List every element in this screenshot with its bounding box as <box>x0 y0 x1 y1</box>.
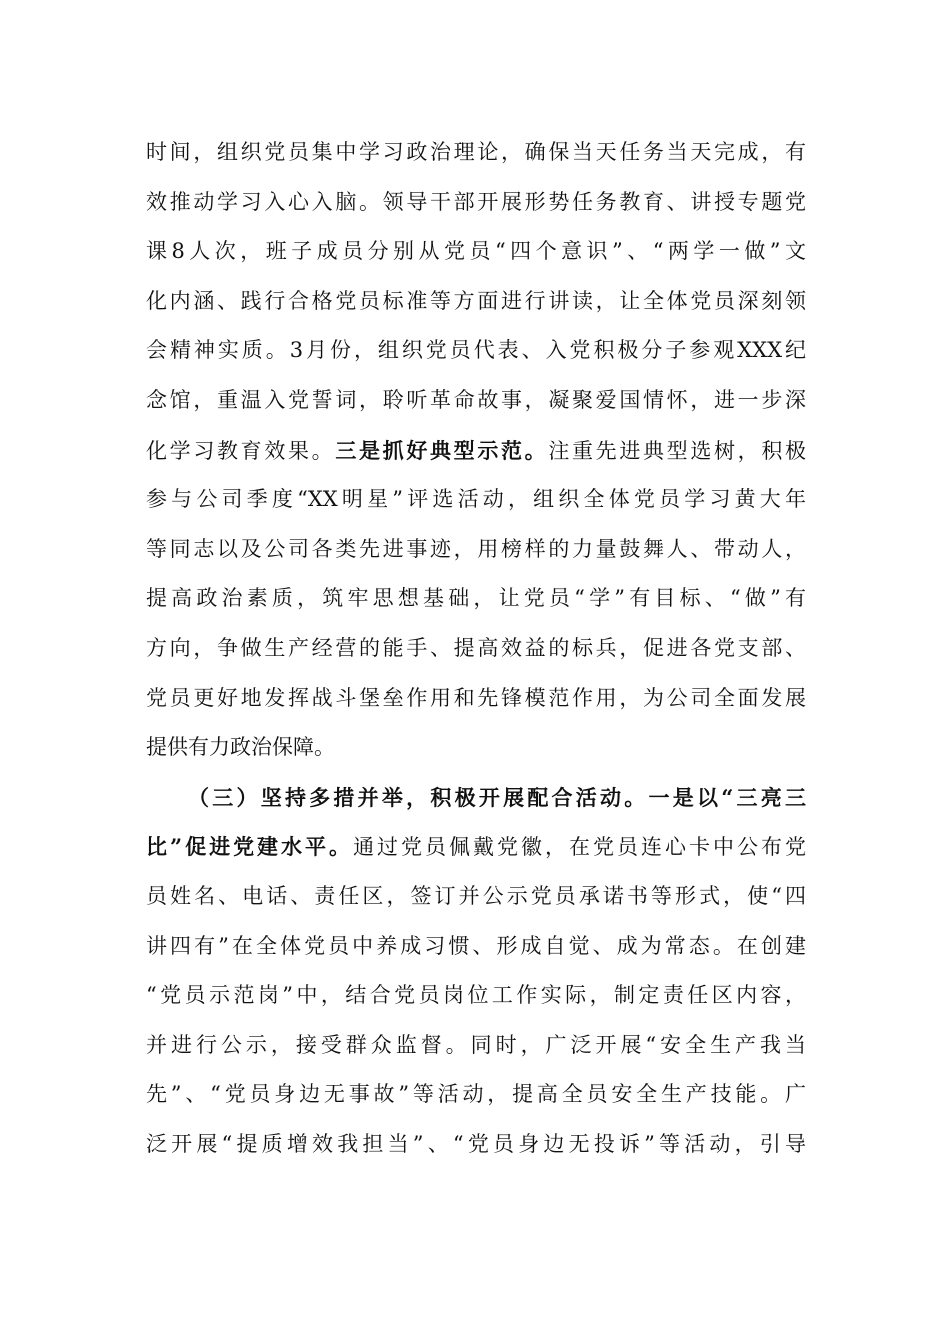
text-segment: 时间，组织党员集中学习政治理论，确保当天任务当天完成，有 <box>146 140 806 164</box>
text-segment: 通过党员佩戴党徽，在党员连心卡中公布党 <box>353 835 806 860</box>
text-line <box>146 426 806 476</box>
text-line <box>146 922 806 972</box>
text-line <box>146 773 806 823</box>
text-segment: 泛开展“提质增效我担当”、“党员身边无投诉”等活动，引导 <box>146 1131 806 1156</box>
text-line <box>146 227 806 277</box>
text-line <box>146 475 806 525</box>
text-segment: 化内涵、践行合格党员标准等方面进行讲读，让全体党员深刻领 <box>146 288 806 313</box>
text-segment: 课8人次，班子成员分别从党员“四个意识”、“两学一做”文 <box>146 239 806 264</box>
bold-text-segment: 三是抓好典型示范。 <box>335 437 549 463</box>
text-segment: 员姓名、电话、责任区，签订并公示党员承诺书等形式，使“四 <box>146 883 806 908</box>
text-segment: 会精神实质。3月份，组织党员代表、入党积极分子参观XXX纪 <box>146 338 806 363</box>
text-line <box>146 1021 806 1071</box>
text-segment: 提供有力政治保障。 <box>146 735 335 760</box>
text-line <box>146 971 806 1021</box>
text-segment: 党员更好地发挥战斗堡垒作用和先锋模范作用，为公司全面发展 <box>146 685 806 710</box>
text-line <box>146 277 806 327</box>
text-segment: 方向，争做生产经营的能手、提高效益的标兵，促进各党支部、 <box>146 635 806 660</box>
text-line <box>146 1120 806 1170</box>
text-line <box>146 1070 806 1120</box>
text-line <box>146 376 806 426</box>
text-line <box>146 822 806 872</box>
text-segment: 先”、“党员身边无事故”等活动，提高全员安全生产技能。广 <box>146 1082 806 1107</box>
text-line <box>146 326 806 376</box>
document-body <box>146 128 806 1169</box>
text-line <box>146 624 806 674</box>
text-segment: 提高政治素质，筑牢思想基础，让党员“学”有目标、“做”有 <box>146 586 806 611</box>
text-segment: “党员示范岗”中，结合党员岗位工作实际，制定责任区内容， <box>146 983 806 1008</box>
text-line <box>146 574 806 624</box>
text-segment: 念馆，重温入党誓词，聆听革命故事，凝聚爱国情怀，进一步深 <box>146 387 806 412</box>
bold-text-segment: （三）坚持多措并举，积极开展配合活动。一是以“三亮三 <box>188 784 806 810</box>
text-segment: 讲四有”在全体党员中养成习惯、形成自觉、成为常态。在创建 <box>146 933 806 958</box>
text-line <box>146 525 806 575</box>
text-line <box>146 128 806 178</box>
text-line <box>146 723 806 773</box>
text-segment: 效推动学习入心入脑。领导干部开展形势任务教育、讲授专题党 <box>146 189 806 214</box>
text-segment: 参与公司季度“XX明星”评选活动，组织全体党员学习黄大年 <box>146 487 806 512</box>
text-line <box>146 872 806 922</box>
text-line <box>146 178 806 228</box>
text-line <box>146 674 806 724</box>
text-segment: 化学习教育效果。 <box>146 438 336 463</box>
text-segment: 等同志以及公司各类先进事迹，用榜样的力量鼓舞人、带动人， <box>146 536 806 561</box>
text-segment: 并进行公示，接受群众监督。同时，广泛开展“安全生产我当 <box>146 1032 806 1057</box>
bold-text-segment: 比”促进党建水平。 <box>146 834 354 860</box>
text-segment: 注重先进典型选树，积极 <box>548 438 807 463</box>
